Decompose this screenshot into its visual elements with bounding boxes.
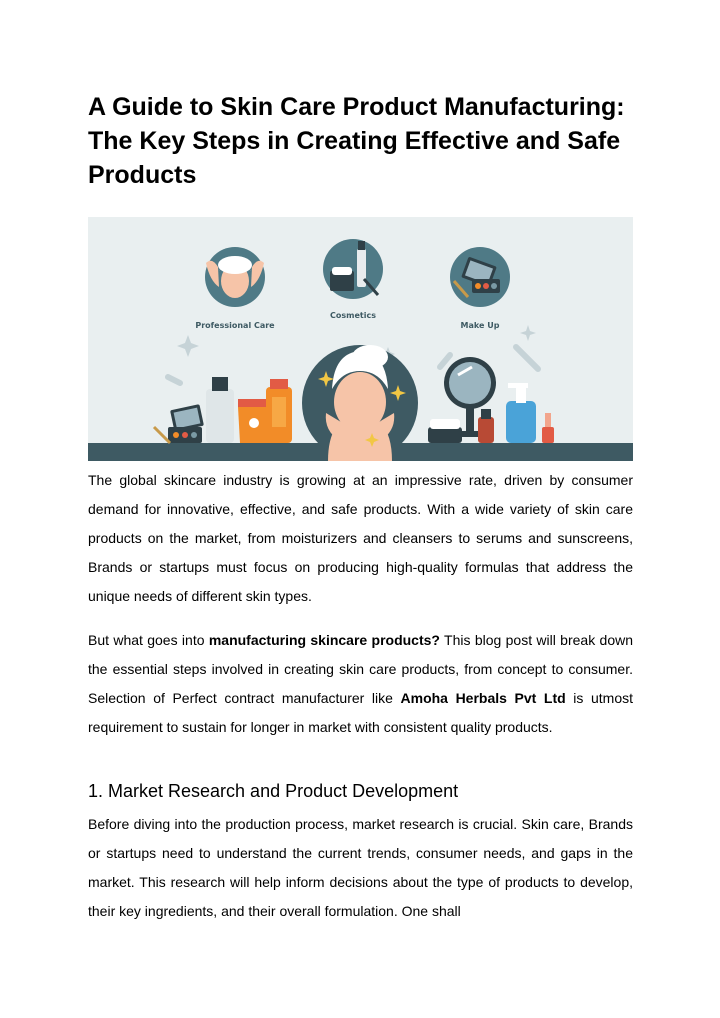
face-with-towel-icon xyxy=(302,345,418,461)
section-heading: 1. Market Research and Product Development xyxy=(88,781,459,801)
bottle-icon xyxy=(206,377,234,443)
dropper-bottle-icon xyxy=(542,413,554,443)
section-paragraph: Before diving into the production process, market research is crucial. Skin care, Brands or startups need to understand the current trends, consumer needs, and gaps in the market. This research will help inform decisions about the type of products to develop, their key ingredients, and their overall formulation. One shall xyxy=(88,816,633,919)
manufacturer-name: Amoha Herbals Pvt Ltd xyxy=(400,690,566,706)
sunscreen-tube-icon xyxy=(238,399,270,443)
cosmetics-icon xyxy=(323,239,383,299)
make-up-icon xyxy=(450,247,510,307)
professional-care-icon xyxy=(205,247,265,307)
hero-illustration xyxy=(88,217,633,461)
second-paragraph xyxy=(88,626,633,742)
article-title: A Guide to Skin Care Product Manufacturing: The Key Steps in Creating Effective and Safe Products xyxy=(88,93,625,189)
pump-bottle-icon xyxy=(506,383,536,443)
cosmetics-label: Cosmetics xyxy=(330,311,376,320)
paragraph-text: is utmost requirement to sustain for longer in market with consistent quality products. xyxy=(88,690,634,735)
intro-paragraph: The global skincare industry is growing at an impressive rate, driven by consumer demand for innovative, effective, and safe products. With a wide variety of skin care products on the market, from moisturizers and cleansers to serums and sunscreens, Brands or startups must focus on producing high-quality formulas that address the unique needs of different skin types. xyxy=(88,472,633,604)
make-up-label: Make Up xyxy=(460,321,500,330)
sunscreen-bottle-icon xyxy=(266,379,292,443)
paragraph-text: But what goes into xyxy=(88,632,209,648)
professional-care-label: Professional Care xyxy=(195,321,275,330)
cream-jar-icon xyxy=(428,419,462,443)
skincare-illustration xyxy=(88,217,633,461)
palette-icon xyxy=(154,404,204,443)
serum-bottle-icon xyxy=(478,409,494,443)
bold-phrase: manufacturing skincare products? xyxy=(208,632,440,648)
paragraph-text: This blog post will break down the essential steps involved in creating skin care products, from concept to consumer. Selection of Perfect contract manufacturer like xyxy=(88,632,633,706)
